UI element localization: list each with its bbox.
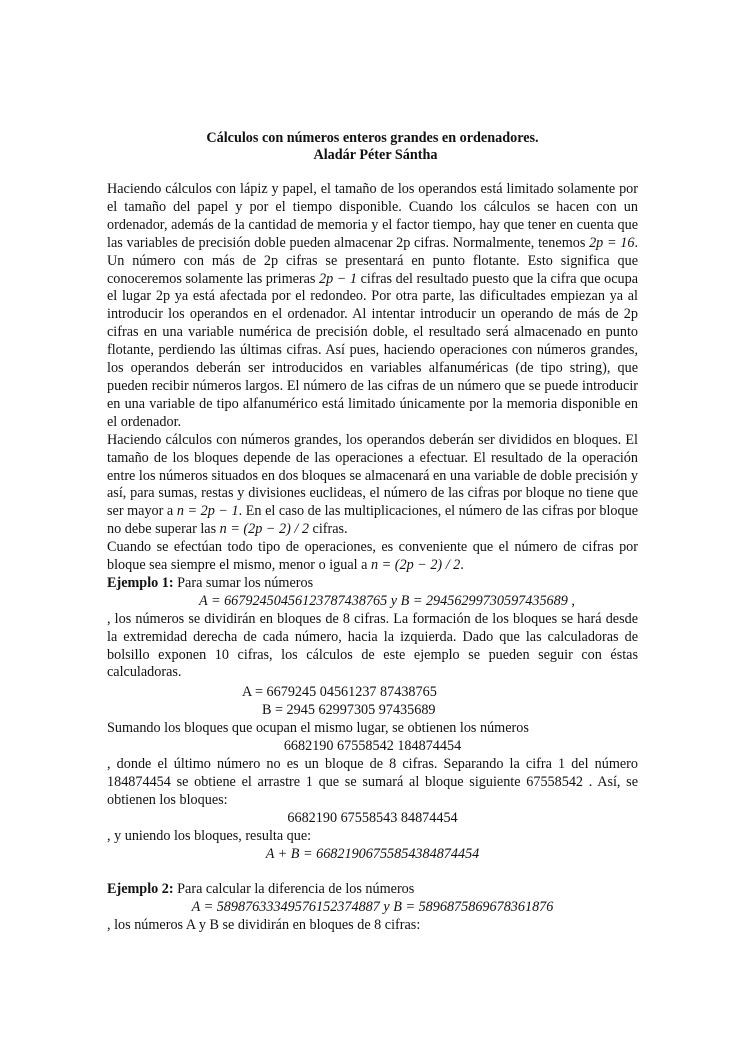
equation-2p-minus-1: 2p − 1 [319, 270, 357, 287]
intro-text-3: cifras del resultado puesto que la cifra que ocupa el lugar 2p ya está afectada por el redondeo. Por otra parte, las dificultades empiezan ya al introducir los operandos en el ordenador. Al intentar introducir un operando de más de 2p cifras en una variable numérica de precisión doble, el resultado será almacenado en punto flotante, perdiendo las últimas cifras. Así pues, haciendo operaciones con números grandes, los operandos deberán ser introducidos en variables alfanuméricas (de tipo string), que pueden recibir números largos. El número de las cifras de un número que se puede introducir en una variable de tipo alfanumérico está limitado únicamente por la memoria disponible en el ordenador. [107, 270, 638, 430]
spacer [107, 863, 638, 881]
example-1-blocks-a: A = 6679245 04561237 87438765 [242, 684, 437, 701]
example-1-heading [107, 575, 638, 593]
paragraph-blocks [107, 432, 638, 539]
example-1-text-2: Sumando los bloques que ocupan el mismo lugar, se obtienen los números [107, 720, 529, 737]
paragraph-conveniente [107, 539, 638, 575]
conveniente-text-2: . [460, 557, 464, 574]
example-2-label: Ejemplo 2: [107, 881, 174, 898]
document-page [107, 130, 638, 935]
blocks-text-1: Haciendo cálculos con números grandes, los operandos deberán ser divididos en bloques. El tamaño de los bloques depende de las operaciones a efectuar. El resultado de la operación entre los números situados en dos bloques se almacenará en una variable de doble precisión y así, para sumas, restas y divisiones euclideas, el número de las cifras por bloque no tiene que ser mayor a [107, 431, 638, 520]
example-1-label: Ejemplo 1: [107, 574, 174, 591]
intro-text-1: Haciendo cálculos con lápiz y papel, el tamaño de los operandos está limitado solamente por el tamaño del papel y por el tiempo disponible. Cuando los cálculos se hacen con un ordenador, además de la cantidad de memoria y el factor tiempo, hay que tener en cuenta que las variables de precisión doble pueden almacenar 2p cifras. Normalmente, tenemos [107, 181, 638, 251]
equation-n-2p-minus-1: n = 2p − 1 [176, 503, 239, 520]
conveniente-text-1: Cuando se efectúan todo tipo de operaciones, es conveniente que el número de cifras por bloque sea siempre el mismo, menor o igual a [107, 539, 638, 574]
example-1-blocks-b: B = 2945 62997305 97435689 [262, 702, 436, 719]
example-1-text-3: , donde el último número no es un bloque de 8 cifras. Separando la cifra 1 del número 184874454 se obtiene el arrastre 1 que se sumará al bloque siguiente 67558542 . Así, se obtienen los bloques: [107, 756, 638, 808]
paragraph-intro [107, 181, 638, 432]
example-1-text-1: , los números se dividirán en bloques de 8 cifras. La formación de los bloques se hará desde la extremidad derecha de cada número, hacia la izquierda. Dado que las calculadoras de bolsillo exponen 10 cifras, los cálculos de este ejemplo se pueden seguir con éstas calculadoras. [107, 610, 638, 681]
document-title: Cálculos con números enteros grandes en ordenadores. [206, 130, 539, 146]
example-1-result: A + B = 66821906755854384874454 [265, 845, 480, 862]
author-name: Aladár Péter Sántha [313, 147, 438, 163]
example-2-heading [107, 881, 638, 899]
example-1-sum-1: 6682190 67558542 184874454 [283, 738, 462, 755]
example-1-sum-2: 6682190 67558543 84874454 [287, 809, 458, 826]
equation-2p-16: 2p = 16 [589, 234, 635, 251]
blocks-text-3: cifras. [312, 521, 348, 538]
example-1-numbers: A = 66792450456123787438765 y B = 29456299730597435689 , [199, 592, 575, 609]
intro-text-2: . Un número con más de 2p cifras se presentará en punto flotante. Esto significa que conoceremos solamente las primeras [107, 234, 639, 287]
example-1-intro: Para sumar los números [177, 574, 314, 591]
example-1-text-4: , y uniendo los bloques, resulta que: [107, 827, 312, 844]
example-2-text-1: , los números A y B se dividirán en bloques de 8 cifras: [107, 917, 421, 934]
example-2-intro: Para calcular la diferencia de los números [177, 881, 415, 898]
equation-n-mult: n = (2p − 2) / 2 [219, 521, 309, 538]
blocks-text-2: . En el caso de las multiplicaciones, el número de las cifras por bloque no debe superar las [107, 503, 639, 538]
example-2-numbers: A = 58987633349576152374887 y B = 5896875869678361876 [191, 899, 554, 916]
equation-n-le: n = (2p − 2) / 2 [370, 557, 461, 574]
